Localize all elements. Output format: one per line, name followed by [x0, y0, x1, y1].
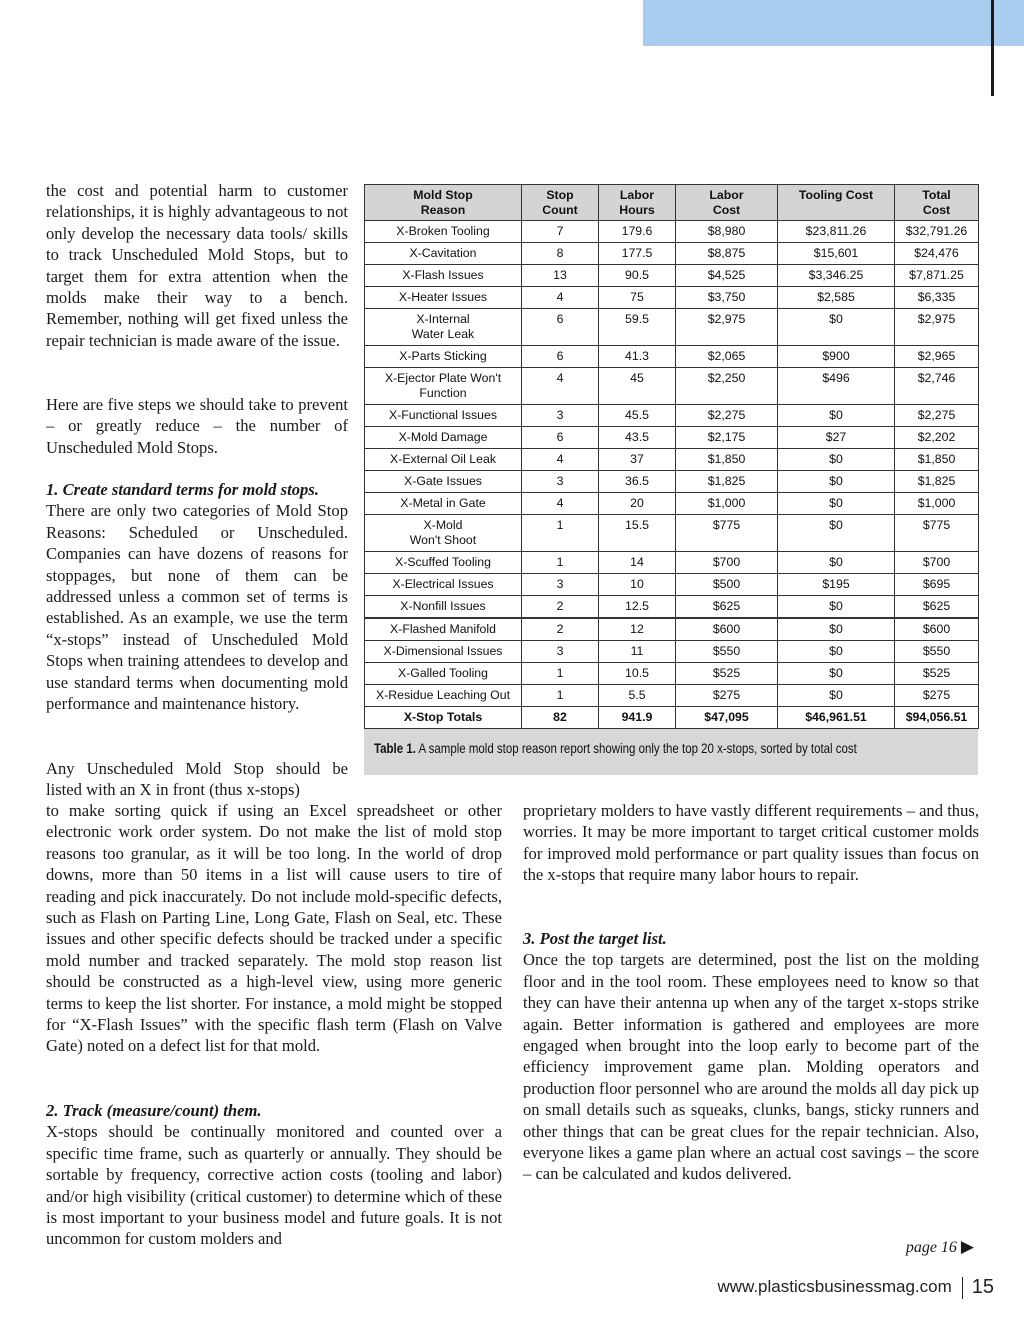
table-cell: 43.5	[599, 427, 676, 449]
table-cell: X-Electrical Issues	[365, 574, 522, 596]
table-cell: X-Residue Leaching Out	[365, 685, 522, 707]
table-cell: 6	[522, 309, 599, 346]
table-cell: 4	[522, 449, 599, 471]
table-cell: $23,811.26	[778, 221, 895, 243]
step-3-heading: 3. Post the target list.	[523, 929, 667, 948]
table-cell: $275	[676, 685, 778, 707]
header-tooling-cost: Tooling Cost	[778, 185, 895, 221]
continued-page-label: page 16	[905, 1239, 957, 1256]
table-cell: $2,275	[895, 405, 979, 427]
table-cell: X-Galled Tooling	[365, 663, 522, 685]
table-cell: $0	[778, 596, 895, 619]
table-caption	[364, 729, 978, 775]
table-cell: $775	[895, 515, 979, 552]
table-cell: 6	[522, 346, 599, 368]
table-cell: X-Internal Water Leak	[365, 309, 522, 346]
table-cell: 179.6	[599, 221, 676, 243]
table-row	[365, 471, 979, 493]
table-cell: $4,525	[676, 265, 778, 287]
table-row	[365, 685, 979, 707]
table-cell: X-Heater Issues	[365, 287, 522, 309]
table-cell: $0	[778, 471, 895, 493]
table-cell: 10.5	[599, 663, 676, 685]
table-cell: $15,601	[778, 243, 895, 265]
table-cell: $550	[676, 641, 778, 663]
caption-body: A sample mold stop reason report showing only the top 20 x-stops, sorted by total cost	[415, 740, 857, 756]
table-row	[365, 596, 979, 619]
table-cell: $3,346.25	[778, 265, 895, 287]
table-cell: $0	[778, 493, 895, 515]
table-cell: 10	[599, 574, 676, 596]
table-header-row	[365, 185, 979, 221]
total-cell: $94,056.51	[895, 707, 979, 729]
table-cell: $7,871.25	[895, 265, 979, 287]
table-row	[365, 618, 979, 641]
table-cell: 1	[522, 663, 599, 685]
table-cell: $195	[778, 574, 895, 596]
table-cell: $0	[778, 663, 895, 685]
table-cell: $550	[895, 641, 979, 663]
table-cell: X-Dimensional Issues	[365, 641, 522, 663]
caption-text	[374, 740, 857, 756]
table-cell: 45	[599, 368, 676, 405]
table-cell: $2,175	[676, 427, 778, 449]
table-cell: 4	[522, 493, 599, 515]
table-cell: X-Scuffed Tooling	[365, 552, 522, 574]
table-cell: X-External Oil Leak	[365, 449, 522, 471]
table-row	[365, 427, 979, 449]
page-footer	[717, 1276, 994, 1299]
table-row	[365, 368, 979, 405]
table-cell: X-Nonfill Issues	[365, 596, 522, 619]
table-cell: 1	[522, 515, 599, 552]
play-arrow-icon: ▶	[960, 1237, 974, 1256]
table-row	[365, 243, 979, 265]
table-cell: $1,825	[895, 471, 979, 493]
table-cell: $2,585	[778, 287, 895, 309]
table-cell: X-Metal in Gate	[365, 493, 522, 515]
table-cell: $1,850	[676, 449, 778, 471]
table-row	[365, 405, 979, 427]
table-cell: 13	[522, 265, 599, 287]
table-cell: 1	[522, 685, 599, 707]
table-cell: $625	[676, 596, 778, 619]
table-cell: $2,275	[676, 405, 778, 427]
table-row	[365, 641, 979, 663]
table-cell: 8	[522, 243, 599, 265]
table-cell: $27	[778, 427, 895, 449]
total-cell: 941.9	[599, 707, 676, 729]
total-cell: X-Stop Totals	[365, 707, 522, 729]
table-cell: X-Mold Damage	[365, 427, 522, 449]
table-cell: 177.5	[599, 243, 676, 265]
table-cell: $700	[895, 552, 979, 574]
table-cell: $496	[778, 368, 895, 405]
table-cell: $600	[676, 618, 778, 641]
table-cell: $1,000	[676, 493, 778, 515]
table-cell: $2,975	[676, 309, 778, 346]
table-row	[365, 287, 979, 309]
table-cell: $0	[778, 309, 895, 346]
table-cell: $6,335	[895, 287, 979, 309]
table-cell: X-Flashed Manifold	[365, 618, 522, 641]
caption-label: Table 1.	[374, 740, 416, 756]
table-cell: $0	[778, 515, 895, 552]
table-cell: X-Broken Tooling	[365, 221, 522, 243]
footer-divider	[962, 1277, 963, 1299]
table-cell: 2	[522, 618, 599, 641]
header-labor-cost: Labor Cost	[676, 185, 778, 221]
table-cell: 2	[522, 596, 599, 619]
table-cell: 1	[522, 552, 599, 574]
step-2-body: X-stops should be continually monitored and counted over a specific time frame, such as quarterly or annually. They should be sortable by frequency, corrective action costs (tooling and labor) and/or high visibility (critical customer) to determine which of these is most important to your business model and future goals. It is not uncommon for custom molders and	[46, 1122, 502, 1249]
table-cell: $0	[778, 405, 895, 427]
table-cell: 20	[599, 493, 676, 515]
table-cell: $1,825	[676, 471, 778, 493]
top-accent-bar	[643, 0, 1024, 46]
table-cell: X-Gate Issues	[365, 471, 522, 493]
table-cell: X-Ejector Plate Won't Function	[365, 368, 522, 405]
table-cell: X-Flash Issues	[365, 265, 522, 287]
paragraph-listed-x-b: to make sorting quick if using an Excel spreadsheet or other electronic work order system. Do not make the list of mold stop reasons too granular, as it will be too long. In the world of drop downs, more than 50 items in a list will cause users to tire of reading and pick inaccurately. Do not include mold-specific defects, such as Flash on Parting Line, Long Gate, Flash on Seal, etc. These issues and other specific defects should be tracked under a specific mold number and tracked separately. The mold stop reason list should be constructed as a high-level view, using more generic terms to keep the list shorter. For instance, a mold might be stopped for “X-Flash Issues” with the specific flash term (Flash on Valve Gate) noted on a defect list for that mold.	[46, 801, 502, 1056]
total-cell: $47,095	[676, 707, 778, 729]
table-row	[365, 346, 979, 368]
table-cell: $32,791.26	[895, 221, 979, 243]
table-cell: 3	[522, 471, 599, 493]
table-cell: $24,476	[895, 243, 979, 265]
table-row	[365, 221, 979, 243]
table-cell: X-Parts Sticking	[365, 346, 522, 368]
table-cell: $8,875	[676, 243, 778, 265]
table-cell: $700	[676, 552, 778, 574]
step-1-body: There are only two categories of Mold Stop Reasons: Scheduled or Unscheduled. Companies can have dozens of reasons for stoppages, but none of them can be addressed unless a common set of terms is established. As an example, we use the term “x-stops” instead of Unscheduled Mold Stops when training attendees to develop and use standard terms when documenting mold performance and maintenance history.	[46, 501, 348, 714]
table-cell: $2,250	[676, 368, 778, 405]
table-cell: $900	[778, 346, 895, 368]
table-cell: 3	[522, 641, 599, 663]
table-cell: $775	[676, 515, 778, 552]
table-cell: $525	[895, 663, 979, 685]
table-totals-row	[365, 707, 979, 729]
table-cell: 5.5	[599, 685, 676, 707]
table-cell: 12.5	[599, 596, 676, 619]
table-cell: X-Mold Won't Shoot	[365, 515, 522, 552]
continued-on-page	[906, 1237, 974, 1257]
table-cell: 3	[522, 405, 599, 427]
table-row	[365, 515, 979, 552]
paragraph-proprietary: proprietary molders to have vastly different requirements – and thus, worries. It may be more important to target critical customer molds for improved mold performance or part quality issues than focus on the x-stops that require many labor hours to repair.	[523, 801, 979, 885]
page-number: 15	[971, 1276, 994, 1298]
table-cell: $1,850	[895, 449, 979, 471]
table-cell: 37	[599, 449, 676, 471]
section-step-2	[46, 1100, 502, 1250]
paragraph-intro: the cost and potential harm to customer relationships, it is highly advantageous to not only develop the necessary data tools/ skills to track Unscheduled Mold Stops, but to target them for extra attention when the molds make their way to a bench. Remember, nothing will get fixed unless the repair technician is made aware of the issue.	[46, 181, 348, 350]
table-row	[365, 265, 979, 287]
table-cell: $625	[895, 596, 979, 619]
table-cell: $0	[778, 618, 895, 641]
table-cell: 4	[522, 287, 599, 309]
table-cell: 36.5	[599, 471, 676, 493]
table-cell: $2,975	[895, 309, 979, 346]
total-cell: $46,961.51	[778, 707, 895, 729]
header-stop-count: Stop Count	[522, 185, 599, 221]
header-total-cost: Total Cost	[895, 185, 979, 221]
mold-stop-table	[364, 184, 979, 729]
table-cell: $500	[676, 574, 778, 596]
table-cell: 4	[522, 368, 599, 405]
table-row	[365, 449, 979, 471]
step-1-heading: 1. Create standard terms for mold stops.	[46, 480, 319, 499]
table-cell: 14	[599, 552, 676, 574]
header-reason: Mold Stop Reason	[365, 185, 522, 221]
paragraph-five-steps: Here are five steps we should take to prevent – or greatly reduce – the number of Unscheduled Mold Stops.	[46, 395, 348, 457]
table-cell: 45.5	[599, 405, 676, 427]
header-labor-hours: Labor Hours	[599, 185, 676, 221]
table-row	[365, 663, 979, 685]
table-cell: 75	[599, 287, 676, 309]
table-cell: $3,750	[676, 287, 778, 309]
table-cell: 3	[522, 574, 599, 596]
table-cell: $0	[778, 685, 895, 707]
table-cell: $2,202	[895, 427, 979, 449]
section-step-3	[523, 928, 979, 1185]
table-cell: $275	[895, 685, 979, 707]
table-cell: 90.5	[599, 265, 676, 287]
step-2-heading: 2. Track (measure/count) them.	[46, 1101, 262, 1120]
table-cell: $8,980	[676, 221, 778, 243]
table-cell: $0	[778, 552, 895, 574]
table-cell: $0	[778, 449, 895, 471]
table-cell: $2,746	[895, 368, 979, 405]
top-vertical-rule	[991, 0, 994, 96]
table-cell: 7	[522, 221, 599, 243]
table-cell: 12	[599, 618, 676, 641]
total-cell: 82	[522, 707, 599, 729]
table-cell: 11	[599, 641, 676, 663]
table-cell: $525	[676, 663, 778, 685]
table-cell: $1,000	[895, 493, 979, 515]
table-row	[365, 309, 979, 346]
table-cell: 15.5	[599, 515, 676, 552]
table-row	[365, 493, 979, 515]
table-cell: X-Cavitation	[365, 243, 522, 265]
step-3-body: Once the top targets are determined, post the list on the molding floor and in the tool room. These employees need to know so that they can have their antenna up when any of the target x-stops strike again. Better information is gathered and employees are more engaged when brought into the loop early to become part of the efficiency improvement game plan. Molding operators and production floor personnel who are around the molds all day pick up on small details such as squeaks, clunks, bangs, sticky runners and other things that can be great clues for the repair technician. Also, everyone likes a game plan where an actual cost savings – the score – can be calculated and kudos delivered.	[523, 950, 979, 1184]
table-row	[365, 552, 979, 574]
table-cell: $600	[895, 618, 979, 641]
table-cell: 59.5	[599, 309, 676, 346]
table-cell: 6	[522, 427, 599, 449]
table-cell: X-Functional Issues	[365, 405, 522, 427]
footer-url: www.plasticsbusinessmag.com	[717, 1276, 952, 1296]
section-step-1	[46, 479, 348, 714]
table-cell: $695	[895, 574, 979, 596]
table-cell: $2,065	[676, 346, 778, 368]
table-cell: $0	[778, 641, 895, 663]
table-row	[365, 574, 979, 596]
paragraph-listed-x-a: Any Unscheduled Mold Stop should be listed with an X in front (thus x-stops)	[46, 759, 348, 800]
table-cell: $2,965	[895, 346, 979, 368]
table-cell: 41.3	[599, 346, 676, 368]
